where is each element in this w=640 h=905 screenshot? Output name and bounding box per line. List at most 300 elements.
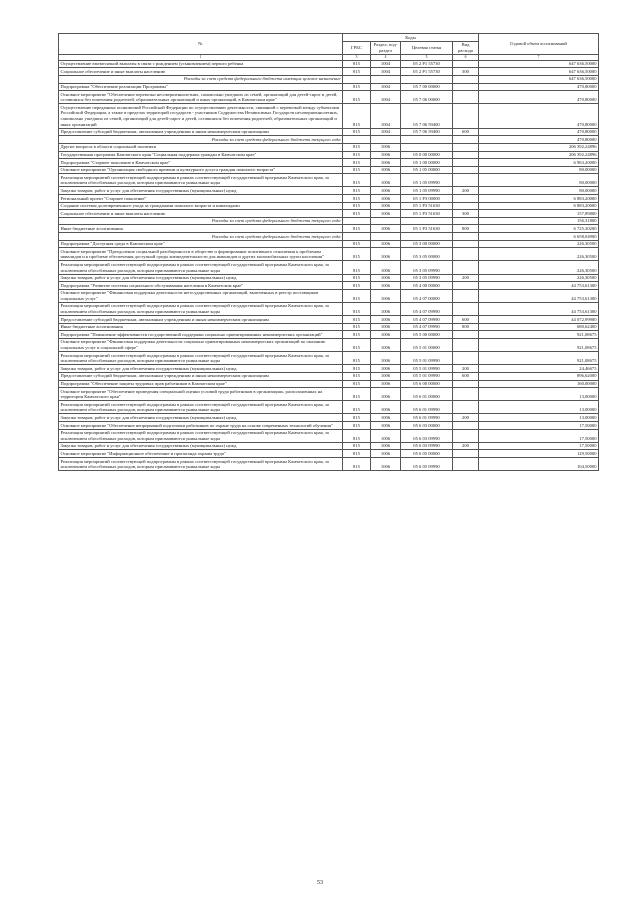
row-grbs [343,75,371,83]
row-name: Реализация мероприятий соответствующей подпрограммы в рамках соответствующей государственной программы Камчатского края, за исключением обособленных расходов, которым присваиваются уникальные коды [59,458,343,471]
row-grbs: 815 [343,380,371,388]
row-amount: 226,30500 [479,261,599,274]
row-amount: 44 753,61300 [479,282,599,290]
table-row [59,380,599,388]
row-name: Подпрограмма "Старшее поколение в Камчатском крае" [59,159,343,167]
row-amount: 6 883,20000 [479,195,599,203]
row-name: Основное мероприятие "Финансовая поддержка деятельности социально ориентированных некоммерческих организаций по оказанию социальных услуг в социальной сфере" [59,338,343,351]
row-expense-type [453,202,479,210]
row-amount: 226,30500 [479,240,599,248]
table-row [59,289,599,302]
table-row [59,128,599,136]
column-number: 3 [343,54,371,60]
table-row [59,68,599,76]
row-razdel: 1006 [371,225,401,233]
row-expense-type [453,143,479,151]
row-expense-type: 200 [453,414,479,422]
table-row [59,282,599,290]
table-row [59,136,599,144]
row-expense-type [453,302,479,315]
table-row [59,429,599,442]
row-target-article: 05 5 01 09990 [401,365,453,373]
row-name: Реализация мероприятий соответствующей подпрограммы в рамках соответствующей государственной программы Камчатского края, за исключением обособленных расходов, которым присваиваются уникальные коды [59,302,343,315]
row-razdel: 1004 [371,128,401,136]
row-name: Подпрограмма "Обеспечение реализации Программы" [59,83,343,91]
table-row [59,450,599,458]
row-grbs: 815 [343,174,371,187]
table-header [59,34,599,55]
row-name: Реализация мероприятий соответствующей подпрограммы в рамках соответствующей государственной программы Камчатского края, за исключением обособленных расходов, которым присваиваются уникальные коды [59,401,343,414]
row-name: Расходы за счет средств федерального бюджета текущего года [59,217,343,225]
row-name: Предоставление субсидий бюджетным, автономным учреждениям и иным некоммерческим организациям [59,128,343,136]
row-amount: 80,00000 [479,174,599,187]
row-name: Другие вопросы в области социальной политики [59,143,343,151]
row-razdel [371,136,401,144]
row-name: Основное мероприятие "Преодоление социальной разобщенности в обществе и формирование позитивного отношения к проблемам инвалидов и к проблеме обеспечения доступной среды жизнедеятельности для инвалидов и других маломобильных групп населения" [59,248,343,261]
row-amount: 921,08675 [479,352,599,365]
row-razdel: 1006 [371,372,401,380]
row-grbs: 815 [343,210,371,218]
row-amount: 921,08675 [479,331,599,339]
row-target-article: 05 4 07 09990 [401,302,453,315]
row-expense-type [453,75,479,83]
table-row [59,401,599,414]
row-grbs: 815 [343,401,371,414]
row-razdel: 1006 [371,442,401,450]
row-grbs: 815 [343,458,371,471]
row-target-article: 05 4 07 09990 [401,323,453,331]
row-amount: 896,62000 [479,372,599,380]
row-grbs: 815 [343,187,371,195]
row-target-article: 05 3 05 00000 [401,248,453,261]
row-amount: 17,50000 [479,422,599,430]
row-expense-type [453,136,479,144]
row-amount: 226,30500 [479,274,599,282]
row-expense-type [453,174,479,187]
row-razdel: 1006 [371,401,401,414]
table-row [59,187,599,195]
row-target-article: 05 3 00 00000 [401,240,453,248]
row-target-article: 05 7 06 59400 [401,128,453,136]
header-razdel: Раздел, под-раздел [371,41,401,54]
row-razdel: 1006 [371,261,401,274]
row-name: Основное мероприятие "Финансовая поддержка деятельности негосударственных организаций, включенных в реестр поставщиков социальных услуг" [59,289,343,302]
table-row [59,210,599,218]
row-amount: 13,00000 [479,401,599,414]
row-name: Реализация мероприятий соответствующей подпрограммы в рамках соответствующей государственной программы Камчатского края, за исключением обособленных расходов, которым присваиваются уникальные коды [59,429,343,442]
row-target-article: 05 6 03 09990 [401,442,453,450]
row-name: Основное мероприятие "Информационное обеспечение и пропаганда охраны труда" [59,450,343,458]
row-amount: 17,50000 [479,442,599,450]
row-razdel: 1006 [371,422,401,430]
row-name: Закупка товаров, работ и услуг для обеспечения государственных (муниципальных) нужд [59,442,343,450]
header-cel: Целевая статья [401,41,453,54]
row-amount: 470,80000 [479,83,599,91]
row-grbs: 815 [343,323,371,331]
table-row [59,174,599,187]
row-razdel: 1006 [371,210,401,218]
row-razdel: 1006 [371,248,401,261]
row-razdel: 1004 [371,60,401,68]
table-row [59,261,599,274]
row-amount: 647 636,50000 [479,68,599,76]
row-target-article [401,233,453,241]
row-target-article [401,217,453,225]
table-row [59,83,599,91]
row-grbs: 815 [343,372,371,380]
table-row [59,352,599,365]
row-name: Социальное обеспечение и иные выплаты населению [59,68,343,76]
row-amount: 647 636,50000 [479,75,599,83]
row-amount: 160,00000 [479,380,599,388]
table-row [59,248,599,261]
row-razdel: 1006 [371,316,401,324]
row-expense-type [453,401,479,414]
row-target-article: 05 6 03 09990 [401,429,453,442]
table-row [59,331,599,339]
row-amount: 129,50000 [479,450,599,458]
row-name: Реализация мероприятий соответствующей подпрограммы в рамках соответствующей государственной программы Камчатского края, за исключением обособленных расходов, которым присваиваются уникальные коды [59,352,343,365]
row-amount: 6 883,20000 [479,202,599,210]
row-name: Подпрограмма "Развитие системы социального обслуживания населения в Камчатском крае" [59,282,343,290]
row-razdel: 1004 [371,104,401,128]
row-expense-type [453,261,479,274]
row-amount: 6 658,04900 [479,233,599,241]
row-grbs: 815 [343,338,371,351]
row-razdel: 1006 [371,195,401,203]
header-grbs: ГРБС [343,41,371,54]
row-name: Расходы за счет средств федерального бюджета текущего года [59,136,343,144]
row-expense-type [453,159,479,167]
row-amount: 470,80000 [479,91,599,104]
table-row [59,91,599,104]
row-razdel: 1006 [371,458,401,471]
table-row [59,60,599,68]
row-amount: 206 392,24896 [479,151,599,159]
row-expense-type: 200 [453,442,479,450]
row-target-article: 05 5 01 09990 [401,352,453,365]
row-grbs: 815 [343,261,371,274]
header-vid: Вид расхода [453,41,479,54]
row-name: Реализация мероприятий соответствующей подпрограммы в рамках соответствующей государственной программы Камчатского края, за исключением обособленных расходов, которым присваиваются уникальные коды [59,261,343,274]
row-amount: 680,62400 [479,323,599,331]
row-target-article [401,136,453,144]
row-target-article: 05 2 Р1 55730 [401,60,453,68]
table-row [59,388,599,401]
row-name: Подпрограмма "Повышение эффективности государственной поддержки социально ориентированных некоммерческих организаций" [59,331,343,339]
table-row [59,233,599,241]
row-target-article: 05 4 00 00000 [401,282,453,290]
row-name: Основное мероприятие "Обеспечение проведения специальной оценки условий труда работников в организациях, расположенных на территории Камчатского края" [59,388,343,401]
row-target-article: 05 1 P3 00000 [401,195,453,203]
row-grbs: 815 [343,240,371,248]
row-grbs: 815 [343,365,371,373]
table-row [59,240,599,248]
table-row [59,202,599,210]
row-target-article: 05 6 01 09990 [401,401,453,414]
row-razdel: 1006 [371,151,401,159]
row-razdel: 1006 [371,429,401,442]
row-razdel: 1006 [371,352,401,365]
row-name: Подпрограмма "Обеспечение защиты трудовых прав работников в Камчатском крае" [59,380,343,388]
row-target-article: 05 7 06 00000 [401,91,453,104]
row-razdel [371,233,401,241]
row-amount: 6 963,20000 [479,159,599,167]
row-expense-type [453,166,479,174]
row-expense-type: 800 [453,323,479,331]
table-row [59,372,599,380]
row-grbs: 815 [343,282,371,290]
row-target-article: 05 5 01 00000 [401,338,453,351]
table-row [59,442,599,450]
table-row [59,166,599,174]
row-expense-type: 800 [453,225,479,233]
row-name: Предоставление субсидий бюджетным, автономным учреждениям и иным некоммерческим организациям [59,372,343,380]
row-grbs: 815 [343,352,371,365]
row-amount: 80,00000 [479,187,599,195]
row-expense-type [453,91,479,104]
row-expense-type [453,195,479,203]
row-amount: 104,50000 [479,458,599,471]
row-razdel: 1006 [371,331,401,339]
row-expense-type [453,282,479,290]
table-row [59,316,599,324]
table-row [59,225,599,233]
table-row [59,323,599,331]
row-expense-type [453,352,479,365]
row-grbs: 815 [343,166,371,174]
row-expense-type [453,380,479,388]
header-annual: Годовой объем ассигнований [479,34,599,55]
row-grbs: 815 [343,316,371,324]
row-amount: 470,80000 [479,104,599,128]
row-expense-type: 200 [453,187,479,195]
row-expense-type [453,83,479,91]
row-grbs: 815 [343,91,371,104]
row-amount: 647 636,50000 [479,60,599,68]
column-number: 1 [59,54,343,60]
table-row [59,75,599,83]
row-amount: 470,80000 [479,128,599,136]
row-grbs: 815 [343,60,371,68]
row-name: Региональный проект "Старшее поколение" [59,195,343,203]
table-row [59,458,599,471]
row-amount: 157,89800 [479,210,599,218]
row-amount: 44 753,61300 [479,289,599,302]
row-name: Осуществление ежемесячной выплаты в связи с рождением (усыновлением) первого ребенка [59,60,343,68]
column-number: 4 [371,54,401,60]
row-target-article: 05 1 05 09990 [401,174,453,187]
table-row [59,422,599,430]
row-grbs [343,136,371,144]
row-razdel: 1006 [371,166,401,174]
row-name: Расходы за счет средств федерального бюджета текущего года [59,233,343,241]
row-grbs: 815 [343,202,371,210]
table-row [59,143,599,151]
row-expense-type [453,60,479,68]
row-razdel: 1004 [371,83,401,91]
row-target-article [401,75,453,83]
row-grbs: 815 [343,289,371,302]
row-expense-type [453,458,479,471]
row-target-article: 05 4 07 09990 [401,316,453,324]
row-grbs: 815 [343,429,371,442]
row-name: Реализация мероприятий соответствующей подпрограммы в рамках соответствующей государственной программы Камчатского края, за исключением обособленных расходов, которым присваиваются уникальные коды [59,174,343,187]
row-grbs: 815 [343,414,371,422]
row-target-article: 05 7 00 00000 [401,83,453,91]
row-amount: 24,46675 [479,365,599,373]
row-grbs: 815 [343,422,371,430]
row-target-article: 05 1 05 09990 [401,187,453,195]
row-razdel: 1006 [371,187,401,195]
table-row [59,159,599,167]
row-razdel [371,75,401,83]
row-grbs: 815 [343,331,371,339]
row-name: Основное мероприятие "Организация свободного времени и культурного досуга граждан пожилого возраста" [59,166,343,174]
row-name: Создание системы долговременного ухода за гражданами пожилого возраста и инвалидами [59,202,343,210]
row-grbs: 815 [343,195,371,203]
column-number: 6 [453,54,479,60]
row-target-article: 05 6 00 00000 [401,380,453,388]
row-grbs: 815 [343,450,371,458]
row-name: Основное мероприятие "Обеспечение перевозки несовершеннолетних, самовольно ушедших из семей, организаций для детей-сирот и детей, оставшихся без попечения родителей, образовательных организаций и иных организаций, в Камчатском крае" [59,91,343,104]
column-number: 5 [401,54,453,60]
row-target-article: 05 7 06 59400 [401,104,453,128]
row-grbs: 815 [343,68,371,76]
budget-table [58,33,599,471]
row-razdel: 1006 [371,338,401,351]
row-expense-type [453,151,479,159]
row-amount: 44 753,61300 [479,302,599,315]
row-grbs [343,233,371,241]
row-target-article: 05 1 P3 51630 [401,225,453,233]
row-grbs: 815 [343,248,371,261]
row-name: Закупка товаров, работ и услуг для обеспечения государственных (муниципальных) нужд [59,187,343,195]
row-grbs: 815 [343,128,371,136]
row-grbs: 815 [343,151,371,159]
row-amount: 6 725,30200 [479,225,599,233]
table-row [59,274,599,282]
row-expense-type [453,104,479,128]
row-name: Государственная программа Камчатского края "Социальная поддержка граждан в Камчатском крае" [59,151,343,159]
table-row [59,195,599,203]
row-target-article: 05 6 05 00000 [401,450,453,458]
row-razdel: 1006 [371,202,401,210]
row-expense-type [453,429,479,442]
row-grbs: 815 [343,83,371,91]
row-name: Предоставление субсидий бюджетным, автономным учреждениям и иным некоммерческим организациям [59,316,343,324]
row-razdel: 1004 [371,91,401,104]
table-row [59,338,599,351]
row-razdel: 1006 [371,323,401,331]
row-razdel: 1006 [371,365,401,373]
row-razdel: 1006 [371,414,401,422]
row-grbs: 815 [343,388,371,401]
table-row [59,365,599,373]
table-row [59,217,599,225]
row-target-article: 05 3 05 09990 [401,261,453,274]
row-amount: 470,80000 [479,136,599,144]
row-razdel: 1006 [371,388,401,401]
table-body [59,54,599,470]
row-razdel [371,217,401,225]
row-name: Подпрограмма "Доступная среда в Камчатском крае" [59,240,343,248]
header-name: № [59,34,343,55]
row-amount: 17,50000 [479,429,599,442]
row-amount: 921,08675 [479,338,599,351]
row-razdel: 1006 [371,174,401,187]
row-target-article: 05 6 05 09990 [401,458,453,471]
row-expense-type [453,233,479,241]
row-name: Основное мероприятие "Обеспечение непрерывной подготовки работников по охране труда на основе современных технологий обучения" [59,422,343,430]
row-grbs: 815 [343,104,371,128]
row-expense-type [453,331,479,339]
row-name: Осуществление переданных полномочий Российской Федерации по осуществлению деятельности, связанной с перевозкой между субъектами Российской Федерации, а также в пределах территорий государств - участников Содружества Независимых Государств несовершеннолетних, самовольно ушедших из семей, организаций для детей-сирот и детей, оставшихся без попечения родителей, образовательных организаций и иных организаций [59,104,343,128]
row-target-article: 05 3 05 09990 [401,274,453,282]
header-codes: Коды [343,34,479,42]
page-number: 53 [317,880,323,886]
row-razdel: 1006 [371,274,401,282]
row-expense-type: 300 [453,68,479,76]
row-grbs: 815 [343,442,371,450]
row-amount: 226,30500 [479,248,599,261]
row-razdel: 1006 [371,240,401,248]
table-row [59,151,599,159]
row-target-article [401,143,453,151]
row-amount: 13,00000 [479,414,599,422]
row-name: Иные бюджетные ассигнования [59,225,343,233]
row-amount: 156,31800 [479,217,599,225]
row-expense-type [453,388,479,401]
row-amount: 13,00000 [479,388,599,401]
row-expense-type [453,217,479,225]
row-expense-type [453,422,479,430]
row-target-article: 05 1 00 00000 [401,159,453,167]
row-expense-type: 200 [453,274,479,282]
row-name: Расходы за счет средств федерального бюджета имеющих целевое назначение [59,75,343,83]
row-amount: 206 392,24896 [479,143,599,151]
row-name: Иные бюджетные ассигнования [59,323,343,331]
row-razdel: 1004 [371,68,401,76]
row-expense-type: 200 [453,365,479,373]
row-name: Социальное обеспечение и иные выплаты населению [59,210,343,218]
row-target-article: 05 6 01 00000 [401,388,453,401]
row-target-article: 05 5 00 00000 [401,331,453,339]
row-target-article: 05 1 P3 51630 [401,210,453,218]
row-razdel: 1006 [371,282,401,290]
row-target-article: 05 6 03 00000 [401,422,453,430]
row-target-article: 05 6 01 09990 [401,414,453,422]
row-name: Закупка товаров, работ и услуг для обеспечения государственных (муниципальных) нужд [59,414,343,422]
row-amount: 80,00000 [479,166,599,174]
column-number: 7 [479,54,599,60]
row-grbs: 815 [343,225,371,233]
row-expense-type [453,240,479,248]
row-grbs: 815 [343,143,371,151]
row-target-article: 05 1 05 00000 [401,166,453,174]
row-grbs: 815 [343,274,371,282]
row-name: Закупка товаров, работ и услуг для обеспечения государственных (муниципальных) нужд [59,274,343,282]
row-expense-type [453,289,479,302]
row-expense-type [453,450,479,458]
row-name: Закупка товаров, работ и услуг для обеспечения государственных (муниципальных) нужд [59,365,343,373]
row-target-article: 05 2 Р1 55730 [401,68,453,76]
row-expense-type: 600 [453,316,479,324]
row-expense-type: 600 [453,372,479,380]
row-grbs: 815 [343,302,371,315]
row-target-article: 05 4 07 00000 [401,289,453,302]
row-razdel: 1006 [371,159,401,167]
